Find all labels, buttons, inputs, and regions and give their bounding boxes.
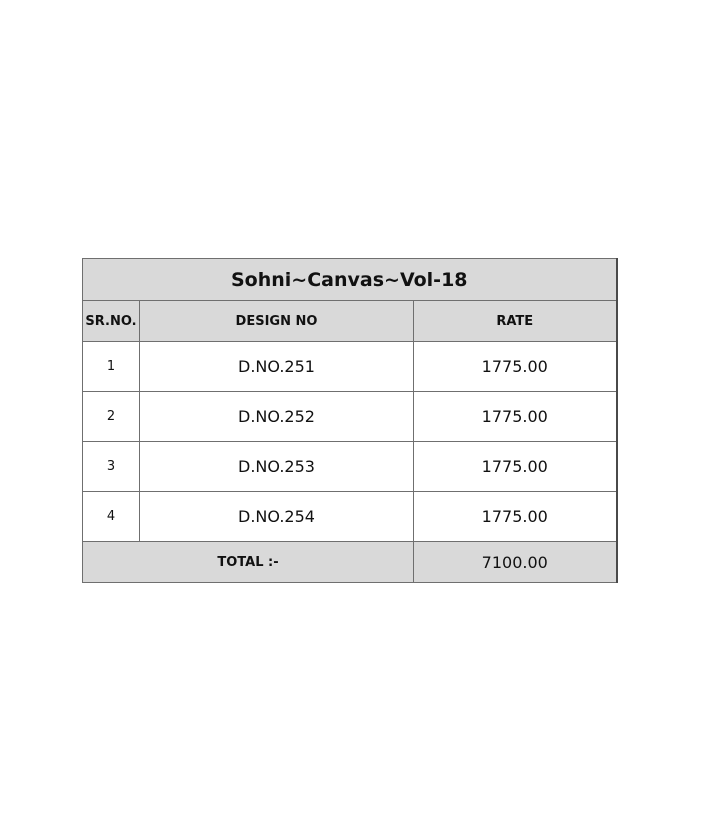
header-row xyxy=(83,301,617,342)
table-row xyxy=(83,492,617,542)
table-row xyxy=(83,392,617,442)
header-design-no: DESIGN NO xyxy=(140,301,414,342)
rate-table xyxy=(82,258,618,583)
design-no-cell: D.NO.254 xyxy=(140,492,414,542)
sr-no-cell: 3 xyxy=(83,442,140,492)
rate-cell: 1775.00 xyxy=(414,442,617,492)
total-value: 7100.00 xyxy=(414,542,617,583)
rate-cell: 1775.00 xyxy=(414,492,617,542)
design-no-cell: D.NO.253 xyxy=(140,442,414,492)
header-sr-no: SR.NO. xyxy=(83,301,140,342)
title-row xyxy=(83,259,617,301)
header-rate: RATE xyxy=(414,301,617,342)
sr-no-cell: 1 xyxy=(83,342,140,392)
design-no-cell: D.NO.252 xyxy=(140,392,414,442)
table-title: Sohni~Canvas~Vol-18 xyxy=(83,259,617,301)
rate-cell: 1775.00 xyxy=(414,342,617,392)
sr-no-cell: 4 xyxy=(83,492,140,542)
table-row xyxy=(83,442,617,492)
design-no-cell: D.NO.251 xyxy=(140,342,414,392)
total-row xyxy=(83,542,617,583)
table-row xyxy=(83,342,617,392)
sr-no-cell: 2 xyxy=(83,392,140,442)
rate-cell: 1775.00 xyxy=(414,392,617,442)
total-label: TOTAL :- xyxy=(83,542,414,583)
